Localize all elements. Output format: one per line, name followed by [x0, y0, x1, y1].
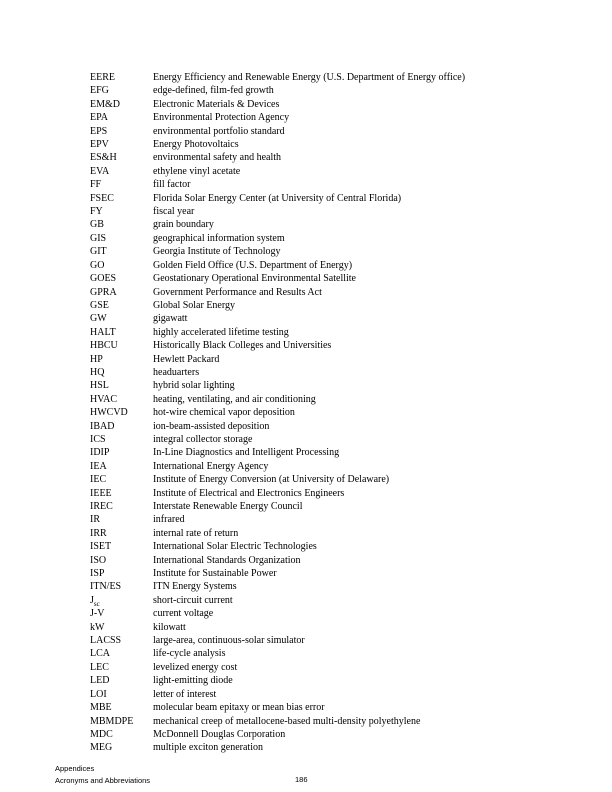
definition: edge-defined, film-fed growth	[153, 85, 274, 97]
definition: letter of interest	[153, 688, 217, 700]
page-number: 186	[295, 774, 308, 784]
acronym-row	[90, 339, 465, 352]
acronym: FY	[90, 206, 103, 218]
definition: fiscal year	[153, 206, 195, 218]
definition: McDonnell Douglas Corporation	[153, 728, 286, 740]
definition: International Standards Organization	[153, 554, 301, 566]
acronym-row	[90, 741, 465, 754]
acronym-row	[90, 500, 465, 513]
definition: Hewlett Packard	[153, 353, 220, 365]
definition: ethylene vinyl acetate	[153, 165, 241, 177]
acronym: EERE	[90, 72, 115, 83]
acronym: IEC	[90, 474, 107, 486]
acronym: HALT	[90, 326, 116, 338]
acronym-row	[90, 192, 465, 205]
acronym: IEA	[90, 460, 107, 472]
definition: short-circuit current	[153, 594, 233, 606]
definition: environmental safety and health	[153, 152, 282, 164]
acronym-row	[90, 701, 465, 714]
acronym-row	[90, 661, 465, 674]
acronym-list	[90, 71, 465, 755]
acronym: IEEE	[90, 487, 112, 499]
definition: fill factor	[153, 179, 191, 191]
definition: Golden Field Office (U.S. Department of Energy)	[153, 259, 353, 271]
acronym: EPV	[90, 139, 109, 151]
acronym-row	[90, 715, 465, 728]
definition: gigawatt	[153, 313, 188, 325]
acronym-row	[90, 98, 465, 111]
definition: environmental portfolio standard	[153, 125, 285, 137]
acronym: ICS	[90, 433, 106, 445]
definition: Energy Efficiency and Renewable Energy (U.S. Department of Energy office)	[153, 72, 466, 83]
acronym-row	[90, 446, 465, 459]
definition: Institute of Electrical and Electronics Engineers	[153, 487, 345, 499]
definition: Florida Solar Energy Center (at University of Central Florida)	[153, 192, 402, 204]
definition: Institute of Energy Conversion (at University of Delaware)	[153, 474, 390, 486]
acronym: MBMDPE	[90, 715, 134, 727]
definition: hot-wire chemical vapor deposition	[153, 407, 295, 419]
acronym-row	[90, 165, 465, 178]
acronym-row	[90, 634, 465, 647]
definition: internal rate of return	[153, 527, 239, 539]
definition: life-cycle analysis	[153, 648, 226, 660]
definition: Interstate Renewable Energy Council	[153, 501, 303, 512]
acronym-row	[90, 84, 465, 97]
acronym: ITN/ES	[90, 581, 122, 593]
acronym: GSE	[90, 299, 109, 311]
acronym-row	[90, 379, 465, 392]
definition: Global Solar Energy	[153, 299, 236, 311]
acronym-row	[90, 594, 465, 607]
definition: Historically Black Colleges and Universities	[153, 340, 332, 352]
acronym-row	[90, 487, 465, 500]
definition: Energy Photovoltaics	[153, 139, 239, 151]
acronym: GB	[90, 219, 104, 231]
definition: headuarters	[153, 366, 200, 378]
acronym-row	[90, 621, 465, 634]
acronym: ISP	[90, 568, 105, 580]
acronym: IDIP	[90, 447, 110, 459]
definition: Environmental Protection Agency	[153, 112, 290, 124]
acronym-row	[90, 527, 465, 540]
acronym-row	[90, 205, 465, 218]
definition: multiple exciton generation	[153, 742, 263, 754]
footer-section-label: Appendices	[55, 764, 95, 773]
definition: large-area, continuous-solar simulator	[153, 635, 305, 647]
acronym: IRR	[90, 527, 107, 539]
acronym-row	[90, 299, 465, 312]
acronym-row	[90, 272, 465, 285]
definition: highly accelerated lifetime testing	[153, 326, 289, 338]
acronym-row	[90, 607, 465, 620]
acronym: ES&H	[90, 152, 117, 164]
acronym: GPRA	[90, 286, 117, 298]
acronym-row	[90, 138, 465, 151]
acronym-row	[90, 567, 465, 580]
acronym: HVAC	[90, 393, 118, 405]
definition: ITN Energy Systems	[153, 581, 237, 593]
acronym: MEG	[90, 742, 113, 754]
acronym: MBE	[90, 702, 112, 714]
acronym: ISET	[90, 541, 112, 553]
acronym: IR	[90, 514, 100, 526]
acronym: J-V	[90, 608, 105, 620]
acronym-row	[90, 647, 465, 660]
acronym: GW	[90, 313, 107, 325]
definition: integral collector storage	[153, 433, 253, 445]
definition: grain boundary	[153, 219, 214, 231]
definition: current voltage	[153, 608, 214, 620]
acronym-row	[90, 688, 465, 701]
acronym: HBCU	[90, 340, 118, 352]
acronym-row	[90, 125, 465, 138]
acronym-row	[90, 366, 465, 379]
acronym: FSEC	[90, 192, 114, 204]
acronym-row	[90, 326, 465, 339]
definition: Georgia Institute of Technology	[153, 246, 281, 258]
definition: kilowatt	[153, 621, 186, 633]
acronym: IBAD	[90, 420, 115, 432]
definition: heating, ventilating, and air conditioning	[153, 393, 316, 405]
footer-subsection-label: Acronyms and Abbreviations	[55, 775, 151, 785]
acronym: EVA	[90, 165, 110, 177]
acronym: kW	[90, 621, 105, 633]
acronym: LACSS	[90, 635, 122, 647]
acronym-row	[90, 218, 465, 231]
acronym-row	[90, 151, 465, 164]
acronym: HQ	[90, 366, 105, 378]
acronym-row	[90, 71, 465, 84]
acronym: LED	[90, 675, 110, 687]
definition: In-Line Diagnostics and Intelligent Processing	[153, 447, 340, 459]
acronym-row	[90, 728, 465, 741]
acronym-row	[90, 406, 465, 419]
definition: Institute for Sustainable Power	[153, 568, 277, 580]
acronym-row	[90, 473, 465, 486]
acronym: HWCVD	[90, 407, 128, 419]
acronym: IREC	[90, 501, 113, 512]
acronym-row	[90, 554, 465, 567]
acronym-row	[90, 111, 465, 124]
acronym: LEC	[90, 661, 109, 673]
acronym: $J_{sc}$	[90, 594, 100, 608]
acronym-row	[90, 312, 465, 325]
acronym-row	[90, 259, 465, 272]
acronym: EPA	[90, 112, 108, 124]
acronym-row	[90, 420, 465, 433]
definition: molecular beam epitaxy or mean bias error	[153, 702, 325, 714]
acronym: EFG	[90, 85, 109, 97]
definition: levelized energy cost	[153, 661, 238, 673]
definition: geographical information system	[153, 232, 285, 244]
definition: light-emitting diode	[153, 675, 233, 687]
acronym-row	[90, 513, 465, 526]
acronym: GIS	[90, 232, 107, 244]
definition: hybrid solar lighting	[153, 380, 235, 392]
definition: ion-beam-assisted deposition	[153, 420, 270, 432]
acronym-row	[90, 286, 465, 299]
definition: mechanical creep of metallocene-based multi-density polyethylene	[153, 715, 421, 727]
definition: Geostationary Operational Environmental Satellite	[153, 273, 356, 285]
acronym: GIT	[90, 246, 107, 258]
acronym-row	[90, 232, 465, 245]
acronym-row	[90, 540, 465, 553]
acronym: MDC	[90, 728, 113, 740]
acronym-row	[90, 580, 465, 593]
acronym: HP	[90, 353, 103, 365]
acronym: EM&D	[90, 98, 120, 110]
acronym-row	[90, 353, 465, 366]
acronym-row	[90, 178, 465, 191]
acronym-row	[90, 393, 465, 406]
definition: Electronic Materials & Devices	[153, 98, 280, 110]
definition: infrared	[153, 514, 185, 526]
acronym: EPS	[90, 125, 108, 137]
acronym-row	[90, 433, 465, 446]
definition: International Energy Agency	[153, 460, 269, 472]
acronym-row	[90, 245, 465, 258]
definition: Government Performance and Results Act	[153, 286, 322, 298]
acronym: GOES	[90, 273, 117, 285]
acronym: HSL	[90, 380, 109, 392]
acronym: LOI	[90, 688, 107, 700]
acronym: FF	[90, 179, 102, 191]
acronym: LCA	[90, 648, 110, 660]
acronym-row	[90, 460, 465, 473]
definition: International Solar Electric Technologies	[153, 541, 317, 553]
acronym-row	[90, 674, 465, 687]
acronym: ISO	[90, 554, 107, 566]
acronym: GO	[90, 259, 105, 271]
page-footer	[55, 763, 150, 786]
